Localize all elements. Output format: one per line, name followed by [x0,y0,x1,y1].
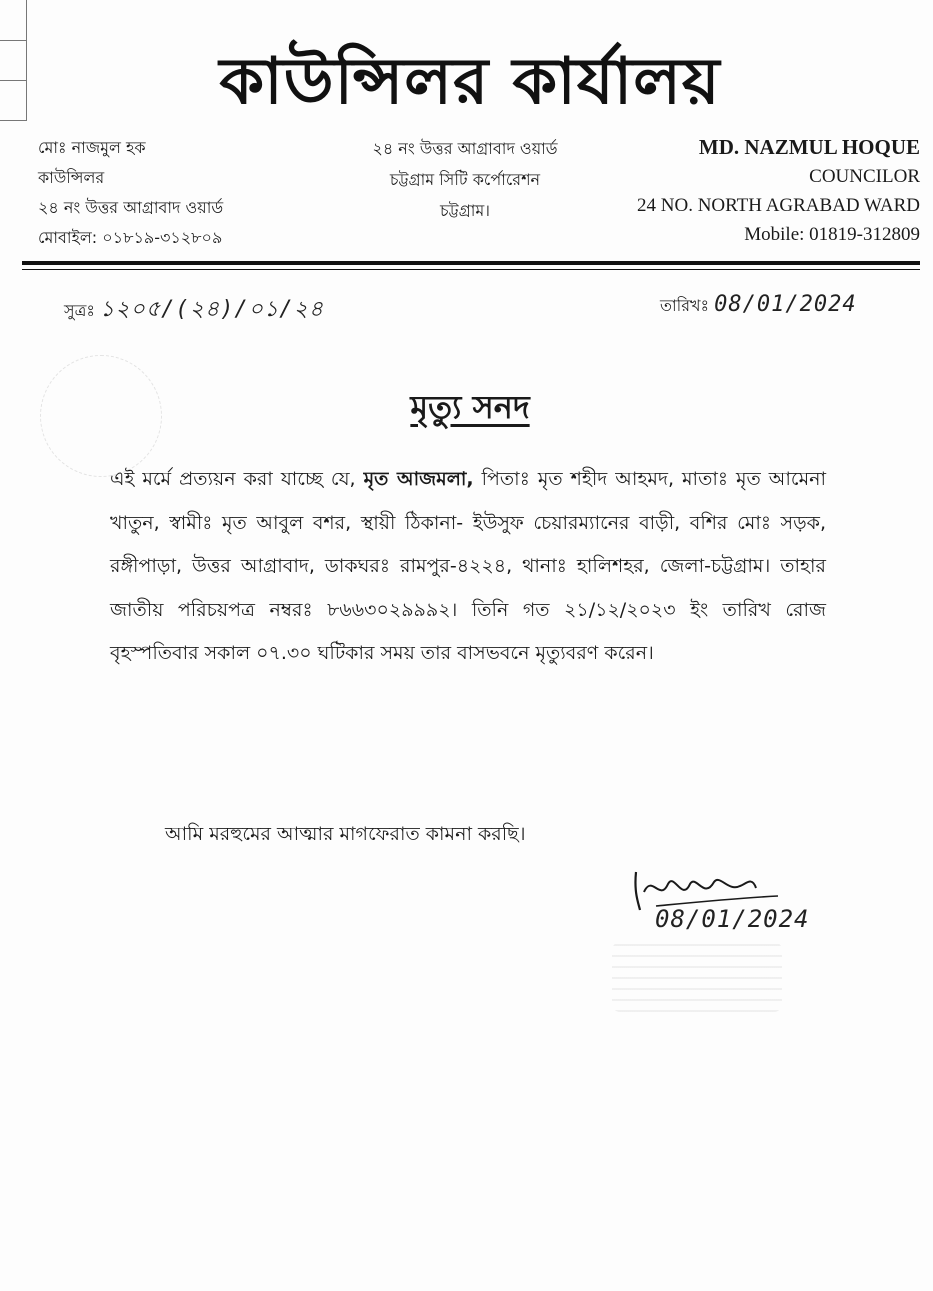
right-line-name: MD. NAZMUL HOQUE [698,135,920,159]
header-divider-thin [22,269,920,270]
left-address-block [38,133,278,253]
body-details: পিতাঃ মৃত শহীদ আহমদ, মাতাঃ মৃত আমেনা খাতুন, স্বামীঃ মৃত আবুল বশর, স্থায়ী ঠিকানা- ইউসুফ চেয়ারম্যানের বাড়ী, বশির মোঃ সড়ক, রঙ্গীপাড়া, উত্তর আগ্রাবাদ, ডাকঘরঃ রামপুর-৪২২৪, থানাঃ হালিশহর, জেলা-চট্টগ্রাম। তাহার জাতীয় পরিচয়পত্র নম্বরঃ ৮৬৬৩০২৯৯৯২। তিনি গত ২১/১২/২০২৩ ইং তারিখ রোজ বৃহস্পতিবার সকাল ০৭.৩০ ঘটিকার সময় তার বাসভবনে মৃত্যুবরণ করেন। [110,468,826,665]
left-line-name: মোঃ নাজমুল হক [38,138,146,157]
left-line-title: কাউন্সিলর [38,168,105,187]
header-divider-thick [22,261,920,265]
right-address-block [600,133,920,249]
office-title: কাউন্সিলর কার্যালয় [219,44,721,119]
body-intro: এই মর্মে প্রত্যয়ন করা যাচ্ছে যে, [110,468,364,490]
certificate-body [110,458,826,676]
reference-number [64,292,364,329]
reference-value: ১২০৫/(২৪)/০১/২৪ [99,297,325,322]
date-value: 08/01/2024 [714,292,857,317]
right-line-mobile: Mobile: 01819-312809 [744,224,920,245]
closing-prayer: আমি মরহুমের আত্মার মাগফেরাত কামনা করছি। [165,823,526,845]
issue-date [660,292,920,320]
corner-ruled-mark [0,0,27,121]
faint-stamp [612,942,782,1012]
center-line-ward: ২৪ নং উত্তর আগ্রাবাদ ওয়ার্ড [372,139,558,158]
left-line-ward: ২৪ নং উত্তর আগ্রাবাদ ওয়ার্ড [38,198,224,217]
center-line-city: চট্টগ্রাম। [440,201,490,220]
right-line-title: COUNCILOR [809,166,920,187]
date-label: তারিখঃ [660,296,710,315]
signature-date: 08/01/2024 [655,905,810,933]
center-address-block [320,133,610,226]
right-line-ward: 24 NO. NORTH AGRABAD WARD [637,195,920,216]
reference-label: সুত্রঃ [64,301,95,320]
deceased-name: মৃত আজমলা, [363,468,474,490]
left-line-mobile: মোবাইল: ০১৮১৯-৩১২৮০৯ [38,228,223,247]
center-line-corporation: চট্টগ্রাম সিটি কর্পোরেশন [389,170,541,189]
document-heading: মৃত্যু সনদ [410,388,530,426]
corner-faint-note [88,18,128,30]
